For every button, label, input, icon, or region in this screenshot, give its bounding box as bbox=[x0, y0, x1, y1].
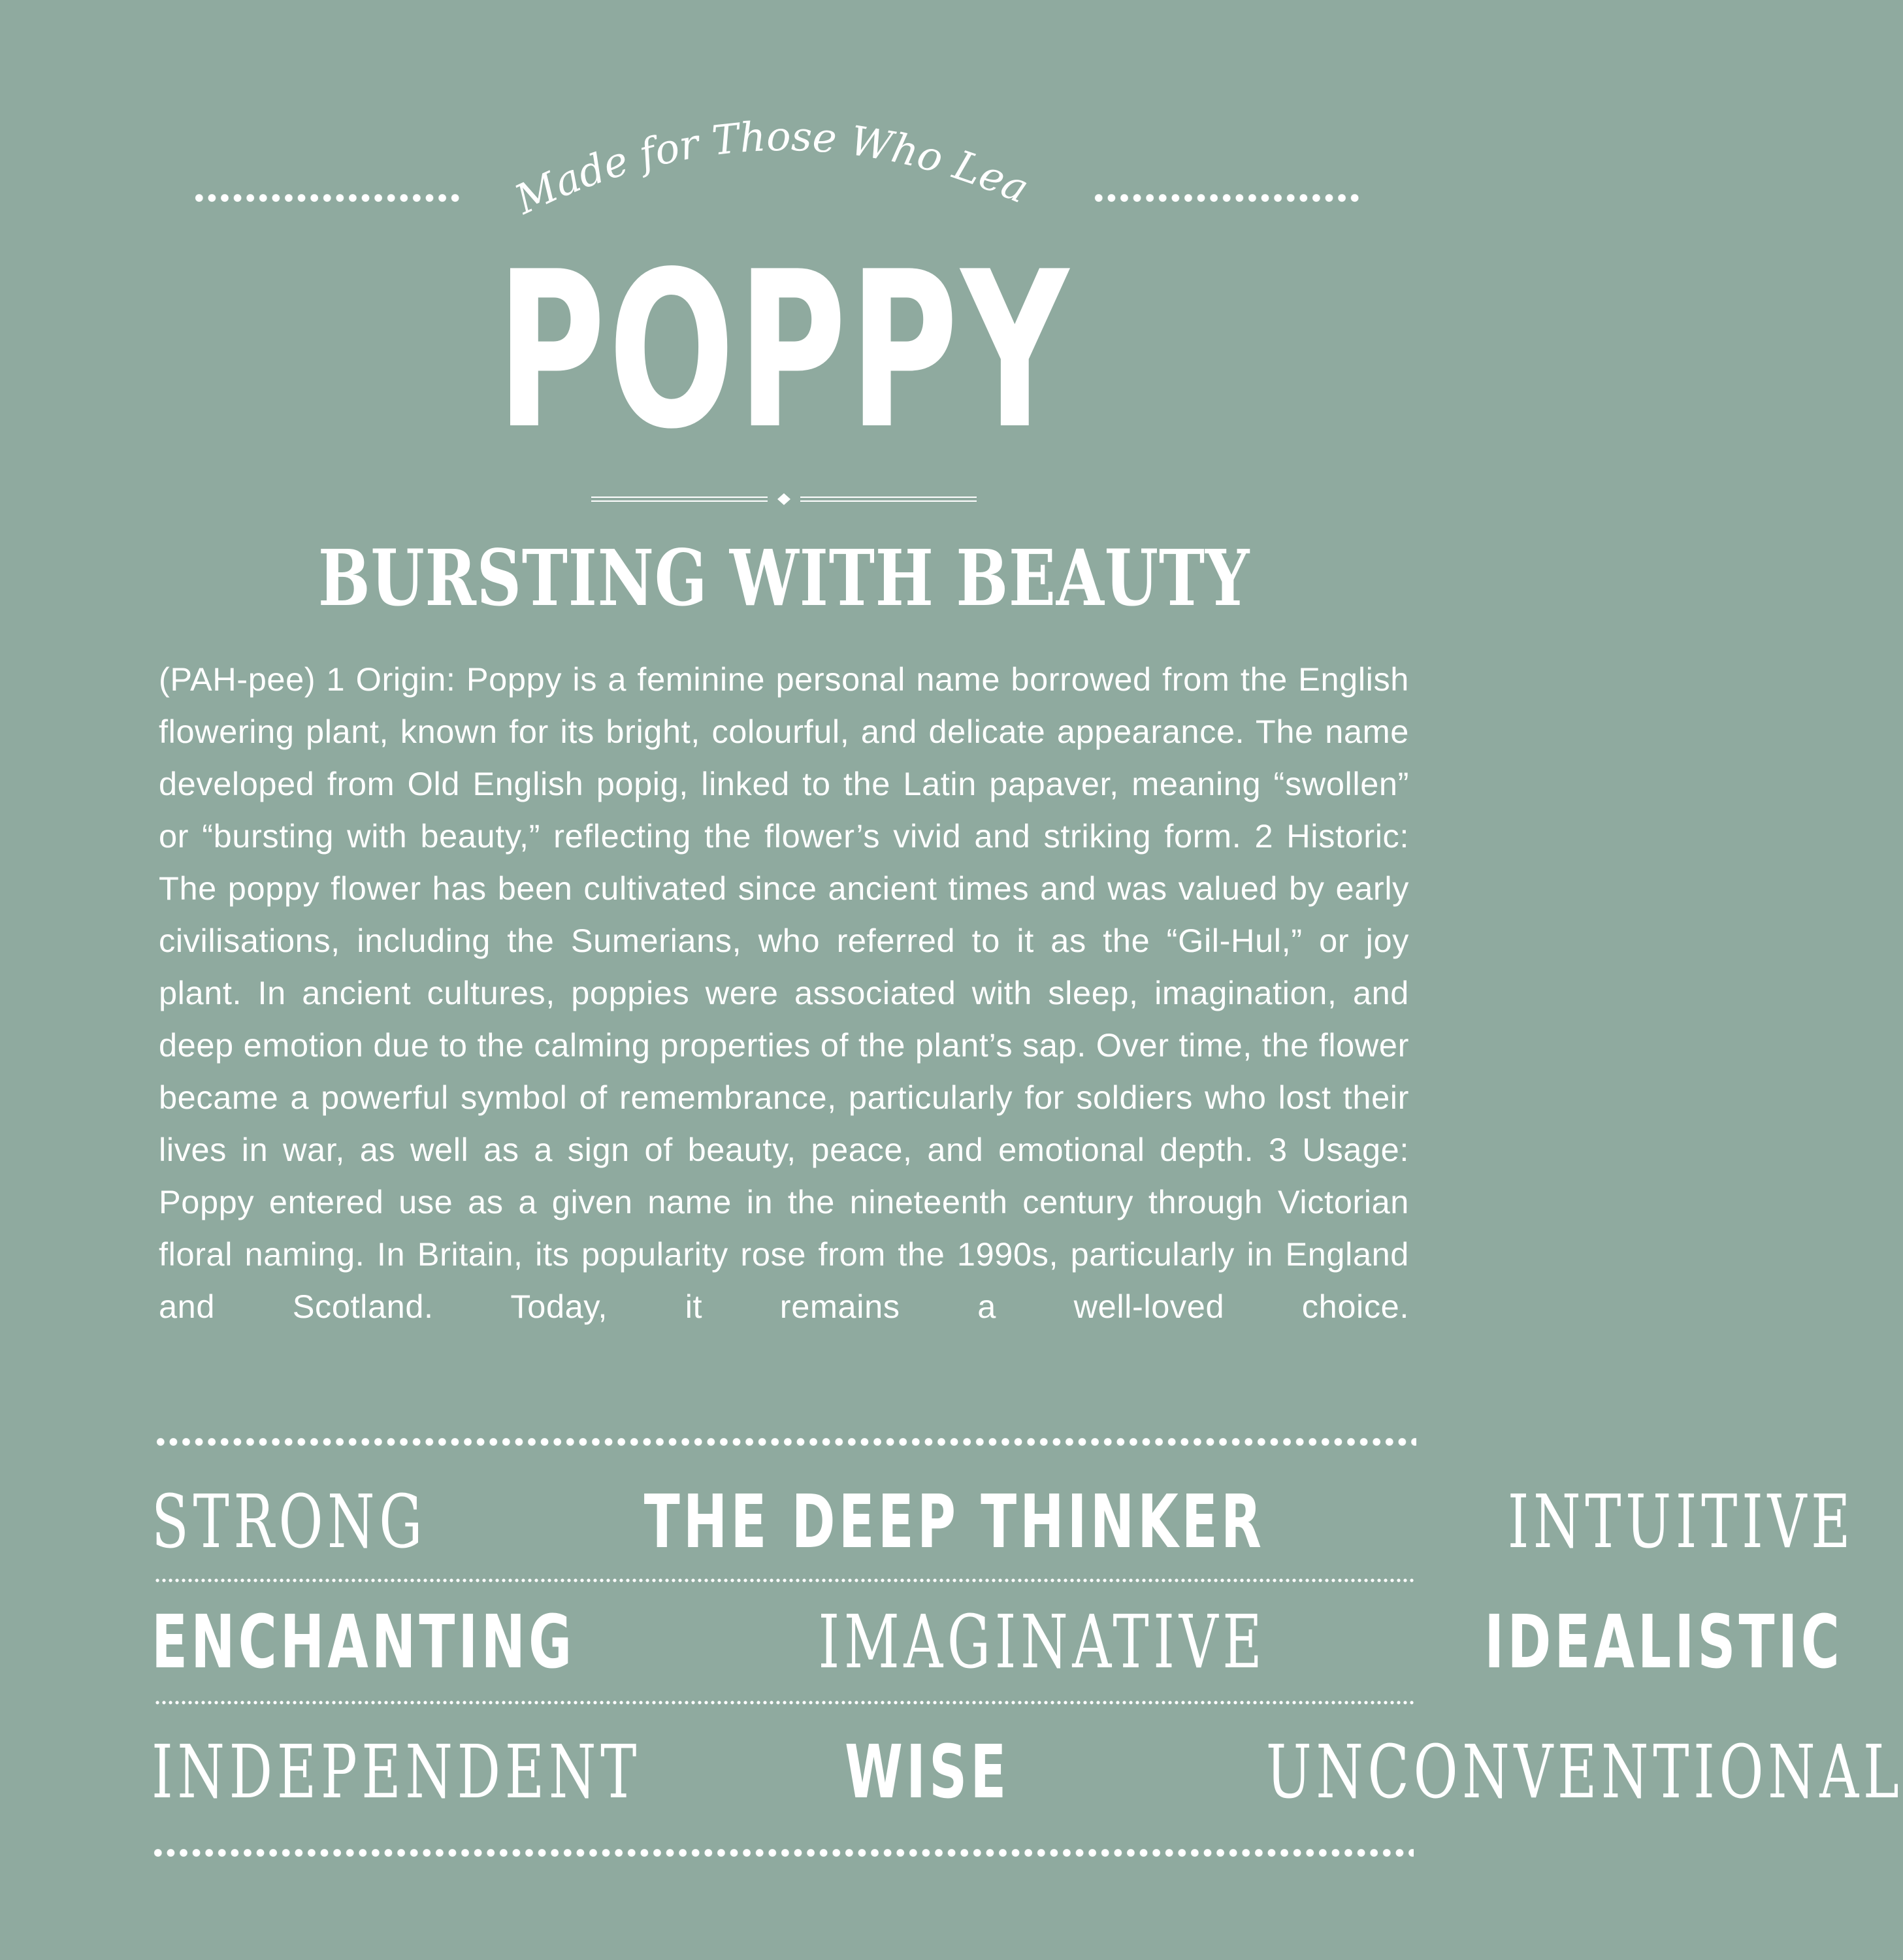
traits-top-dotted-rule bbox=[154, 1437, 1416, 1446]
traits-divider-2 bbox=[154, 1701, 1414, 1705]
ornament-divider bbox=[591, 491, 977, 507]
name-title: POPPY bbox=[496, 225, 1071, 476]
trait-word: WISE bbox=[845, 1730, 1010, 1815]
trait-word: ENCHANTING bbox=[152, 1600, 576, 1685]
tagline-right-dotted-rule bbox=[1092, 193, 1361, 203]
meaning-subtitle: BURSTING WITH BEAUTY bbox=[317, 532, 1250, 623]
traits-bottom-dotted-rule bbox=[152, 1848, 1414, 1857]
trait-word: INTUITIVE bbox=[1507, 1480, 1855, 1565]
trait-word: STRONG bbox=[152, 1480, 427, 1565]
tagline-left-dotted-rule bbox=[193, 193, 462, 203]
traits-row-1 bbox=[152, 1480, 1855, 1565]
trait-word: IDEALISTIC bbox=[1484, 1600, 1843, 1685]
diamond-icon bbox=[777, 493, 790, 505]
trait-word: INDEPENDENT bbox=[152, 1730, 642, 1815]
trait-word: IMAGINATIVE bbox=[818, 1600, 1267, 1685]
traits-row-2 bbox=[152, 1600, 1843, 1685]
tagline-text: Made for Those Who Lead bbox=[483, 60, 1036, 224]
trait-word: THE DEEP THINKER bbox=[643, 1480, 1265, 1565]
name-description: (PAH-pee) 1 Origin: Poppy is a feminine personal name borrowed from the English flowering plant, known for its bright, colourful, and delicate appearance. The name developed from Old English popig, linked to the Latin papaver, meaning “swollen” or “bursting with beauty,” reflecting the flower’s vivid and striking form. 2 Historic: The poppy flower has been cultivated since ancient times and was valued by early civilisations, including the Sumerians, who referred to it as the “Gil-Hul,” or joy plant. In ancient cultures, poppies were associated with sleep, imagination, and deep emotion due to the calming properties of the plant’s sap. Over time, the flower became a powerful symbol of remembrance, particularly for soldiers who lost their lives in war, as well as a sign of beauty, peace, and emotional depth. 3 Usage: Poppy entered use as a given name in the nineteenth century through Victorian floral naming. In Britain, its popularity rose from the 1990s, particularly in England and Scotland. Today, it remains a well-loved choice. bbox=[159, 661, 1409, 1325]
trait-word: UNCONVENTIONAL bbox=[1265, 1730, 1903, 1815]
traits-divider-1 bbox=[154, 1578, 1414, 1582]
traits-row-3 bbox=[152, 1730, 1903, 1815]
tagline bbox=[483, 60, 1071, 229]
svg-text:Made for Those Who Lead bbox=[483, 60, 1035, 224]
